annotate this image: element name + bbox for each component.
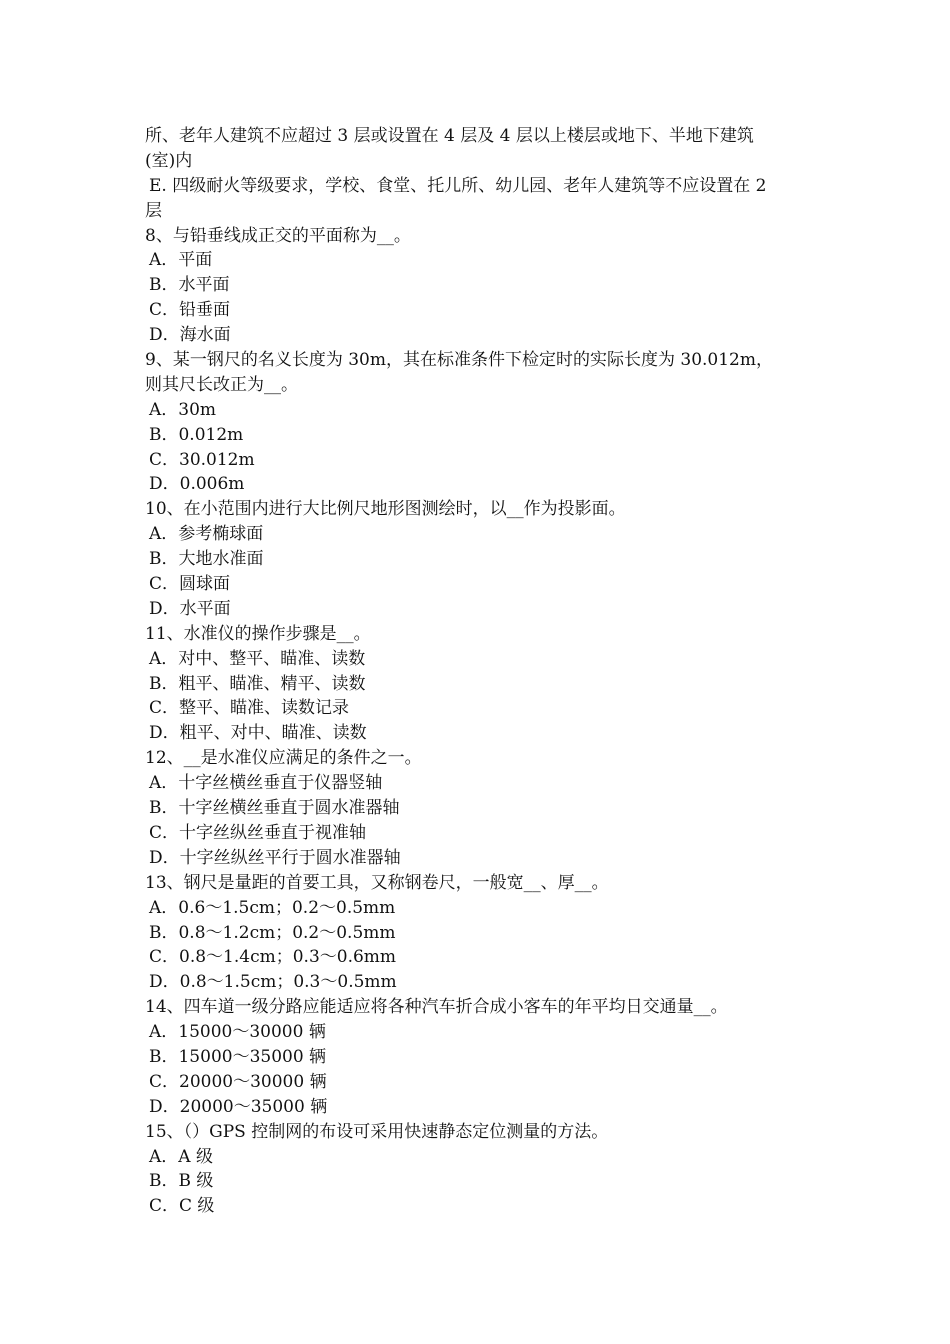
answer-option: B．水平面	[149, 275, 230, 296]
question-text: 12、__是水准仪应满足的条件之一。	[145, 748, 422, 769]
answer-option: B．B 级	[149, 1171, 214, 1192]
answer-option: C．整平、瞄准、读数记录	[149, 698, 350, 719]
answer-option: B．粗平、瞄准、精平、读数	[149, 673, 366, 694]
answer-option: E. 四级耐火等级要求，学校、食堂、托儿所、幼儿园、老年人建筑等不应设置在 2	[149, 175, 767, 196]
answer-option: D．粗平、对中、瞄准、读数	[149, 723, 367, 744]
answer-option: D．0.006m	[149, 474, 245, 495]
question-text: 15、（）GPS 控制网的布设可采用快速静态定位测量的方法。	[145, 1121, 609, 1142]
answer-option: A．15000～30000 辆	[149, 1022, 326, 1043]
answer-option: C．铅垂面	[149, 300, 231, 321]
answer-option: B．十字丝横丝垂直于圆水准器轴	[149, 798, 400, 819]
answer-option: C．圆球面	[149, 574, 231, 595]
answer-option: C．十字丝纵丝垂直于视准轴	[149, 822, 367, 843]
document-body	[145, 124, 815, 1219]
answer-option: D．十字丝纵丝平行于圆水准器轴	[149, 847, 401, 868]
answer-option: A．平面	[149, 250, 213, 271]
answer-option: D．海水面	[149, 325, 231, 346]
text-line: 所、老年人建筑不应超过 3 层或设置在 4 层及 4 层以上楼层或地下、半地下建筑	[145, 126, 754, 146]
text-line: 层	[145, 200, 162, 221]
answer-option: C．C 级	[149, 1196, 215, 1217]
answer-option: B．0.8～1.2cm；0.2～0.5mm	[149, 922, 396, 943]
answer-option: D．0.8～1.5cm；0.3～0.5mm	[149, 972, 397, 993]
question-text: 10、在小范围内进行大比例尺地形图测绘时，以__作为投影面。	[145, 499, 626, 520]
answer-option: A．30m	[149, 399, 217, 420]
question-text: 13、钢尺是量距的首要工具，又称钢卷尺，一般宽__、厚__。	[145, 872, 609, 893]
text-line: 则其尺长改正为__。	[145, 374, 298, 395]
answer-option: A．A 级	[149, 1146, 213, 1167]
question-text: 8、与铅垂线成正交的平面称为__。	[145, 225, 411, 246]
answer-option: B．15000～35000 辆	[149, 1046, 327, 1067]
answer-option: B．大地水准面	[149, 549, 264, 570]
answer-option: A．十字丝横丝垂直于仪器竖轴	[149, 773, 383, 794]
answer-option: D．20000～35000 辆	[149, 1096, 328, 1117]
answer-option: A．0.6～1.5cm；0.2～0.5mm	[149, 897, 396, 918]
answer-option: C．0.8～1.4cm；0.3～0.6mm	[149, 947, 397, 968]
answer-option: C．20000～30000 辆	[149, 1071, 327, 1092]
question-text: 11、水准仪的操作步骤是__。	[145, 623, 371, 644]
answer-option: A．对中、整平、瞄准、读数	[149, 648, 366, 669]
answer-option: C．30.012m	[149, 449, 255, 470]
answer-option: B．0.012m	[149, 424, 244, 445]
answer-option: A．参考椭球面	[149, 524, 264, 545]
text-line: (室)内	[145, 150, 193, 171]
question-text: 9、某一钢尺的名义长度为 30m，其在标准条件下检定时的实际长度为 30.012m，	[145, 350, 773, 371]
question-text: 14、四车道一级分路应能适应将各种汽车折合成小客车的年平均日交通量__。	[145, 997, 728, 1018]
answer-option: D．水平面	[149, 598, 231, 619]
